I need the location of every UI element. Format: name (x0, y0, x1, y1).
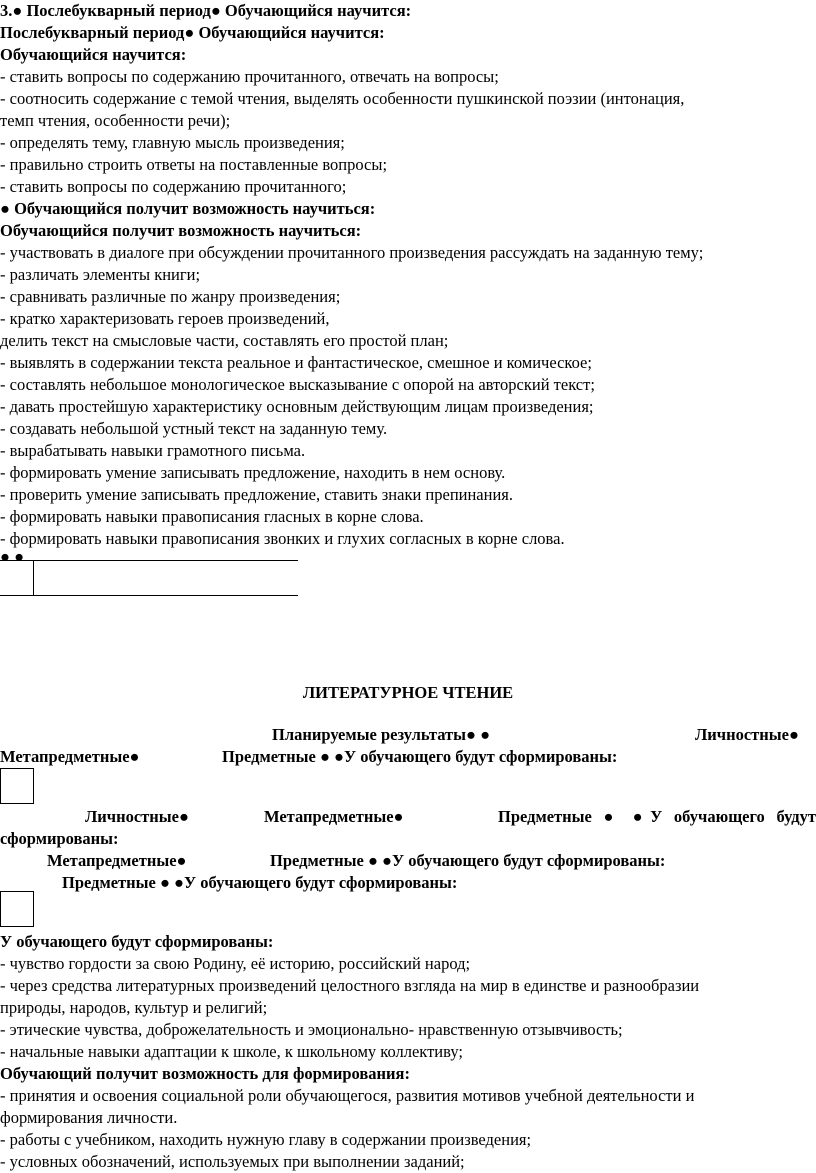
subject-label: Предметные ● ●У обучающего будут сформированы: (222, 747, 618, 766)
list-item: - определять тему, главную мысль произведения; (0, 133, 345, 152)
metasubject-label: Метапредметные● (264, 807, 404, 826)
list-item: формирования личности. (0, 1108, 178, 1127)
formed-label: сформированы: (0, 829, 119, 848)
table-cell-box (0, 891, 34, 927)
section-title-literary-reading: ЛИТЕРАТУРНОЕ ЧТЕНИЕ (302, 683, 514, 702)
list-item: - вырабатывать навыки грамотного письма. (0, 441, 306, 460)
subtitle-line: Послебукварный период● Обучающийся научится: (0, 23, 385, 42)
list-item: - формировать навыки правописания гласных в корне слова. (0, 507, 424, 526)
list-item: - ставить вопросы по содержанию прочитанного, отвечать на вопросы; (0, 67, 499, 86)
heading-formed: У обучающего будут сформированы: (0, 932, 274, 951)
subject-label: Предметные ● ●У обучающего будут сформированы: (270, 851, 666, 870)
list-item: - чувство гордости за свою Родину, её историю, российский народ; (0, 954, 471, 973)
list-item: природы, народов, культур и религий; (0, 998, 268, 1017)
list-item: делить текст на смысловые части, составлять его простой план; (0, 331, 449, 350)
list-item: - давать простейшую характеристику основным действующим лицам произведения; (0, 397, 594, 416)
list-item: - сравнивать различные по жанру произведения; (0, 287, 341, 306)
bullet-pair: ● ● (0, 547, 25, 566)
list-item: - соотносить содержание с темой чтения, выделять особенности пушкинской поэзии (интонация, (0, 89, 685, 108)
personal-label: Личностные● (695, 725, 799, 744)
list-item: темп чтения, особенности речи); (0, 111, 231, 130)
list-item: - начальные навыки адаптации к школе, к школьному коллективу; (0, 1042, 463, 1061)
list-item: - этические чувства, доброжелательность и эмоционально- нравственную отзывчивость; (0, 1020, 623, 1039)
metasubject-label: Метапредметные● (0, 747, 140, 766)
subheading-learns: Обучающийся научится: (0, 45, 187, 64)
subheading-opportunity-2: Обучающийся получит возможность научиться: (0, 221, 362, 240)
list-item: - создавать небольшой устный текст на заданную тему. (0, 419, 388, 438)
list-item: - правильно строить ответы на поставленные вопросы; (0, 155, 388, 174)
list-item: - различать элементы книги; (0, 265, 201, 284)
list-item: - принятия и освоения социальной роли обучающегося, развития мотивов учебной деятельности и (0, 1086, 695, 1105)
list-item: - составлять небольшое монологическое высказывание с опорой на авторский текст; (0, 375, 595, 394)
list-item: - выявлять в содержании текста реальное и фантастическое, смешное и комическое; (0, 353, 592, 372)
planned-results: Планируемые результаты● ● (272, 725, 491, 744)
list-item: - кратко характеризовать героев произведений, (0, 309, 330, 328)
heading-opportunity: Обучающий получит возможность для формирования: (0, 1064, 410, 1083)
list-item: - ставить вопросы по содержанию прочитанного; (0, 177, 347, 196)
list-item: - формировать умение записывать предложение, находить в нем основу. (0, 463, 506, 482)
list-item: - формировать навыки правописания звонких и глухих согласных в корне слова. (0, 529, 565, 548)
personal-label: Личностные● (85, 807, 189, 826)
table-top-border (0, 560, 298, 561)
table-bottom-border (0, 595, 298, 596)
list-item: - условных обозначений, используемых при выполнении заданий; (0, 1152, 465, 1171)
table-cell-box (0, 768, 34, 804)
list-item: - проверить умение записывать предложение, ставить знаки препинания. (0, 485, 514, 504)
list-item: - участвовать в диалоге при обсуждении прочитанного произведения рассуждать на заданную тему; (0, 243, 704, 262)
metasubject-label: Метапредметные● (47, 851, 187, 870)
subject-label: Предметные ● ●У обучающего будут (498, 807, 816, 826)
subject-label: Предметные ● ●У обучающего будут сформированы: (62, 873, 458, 892)
table-column-divider (33, 560, 34, 595)
list-item: - через средства литературных произведений целостного взгляда на мир в единстве и разнообразии (0, 976, 700, 995)
section-title: 3.● Послебукварный период● Обучающийся научится: (0, 1, 412, 20)
list-item: - работы с учебником, находить нужную главу в содержании произведения; (0, 1130, 532, 1149)
subheading-opportunity: ● Обучающийся получит возможность научиться: (0, 199, 376, 218)
